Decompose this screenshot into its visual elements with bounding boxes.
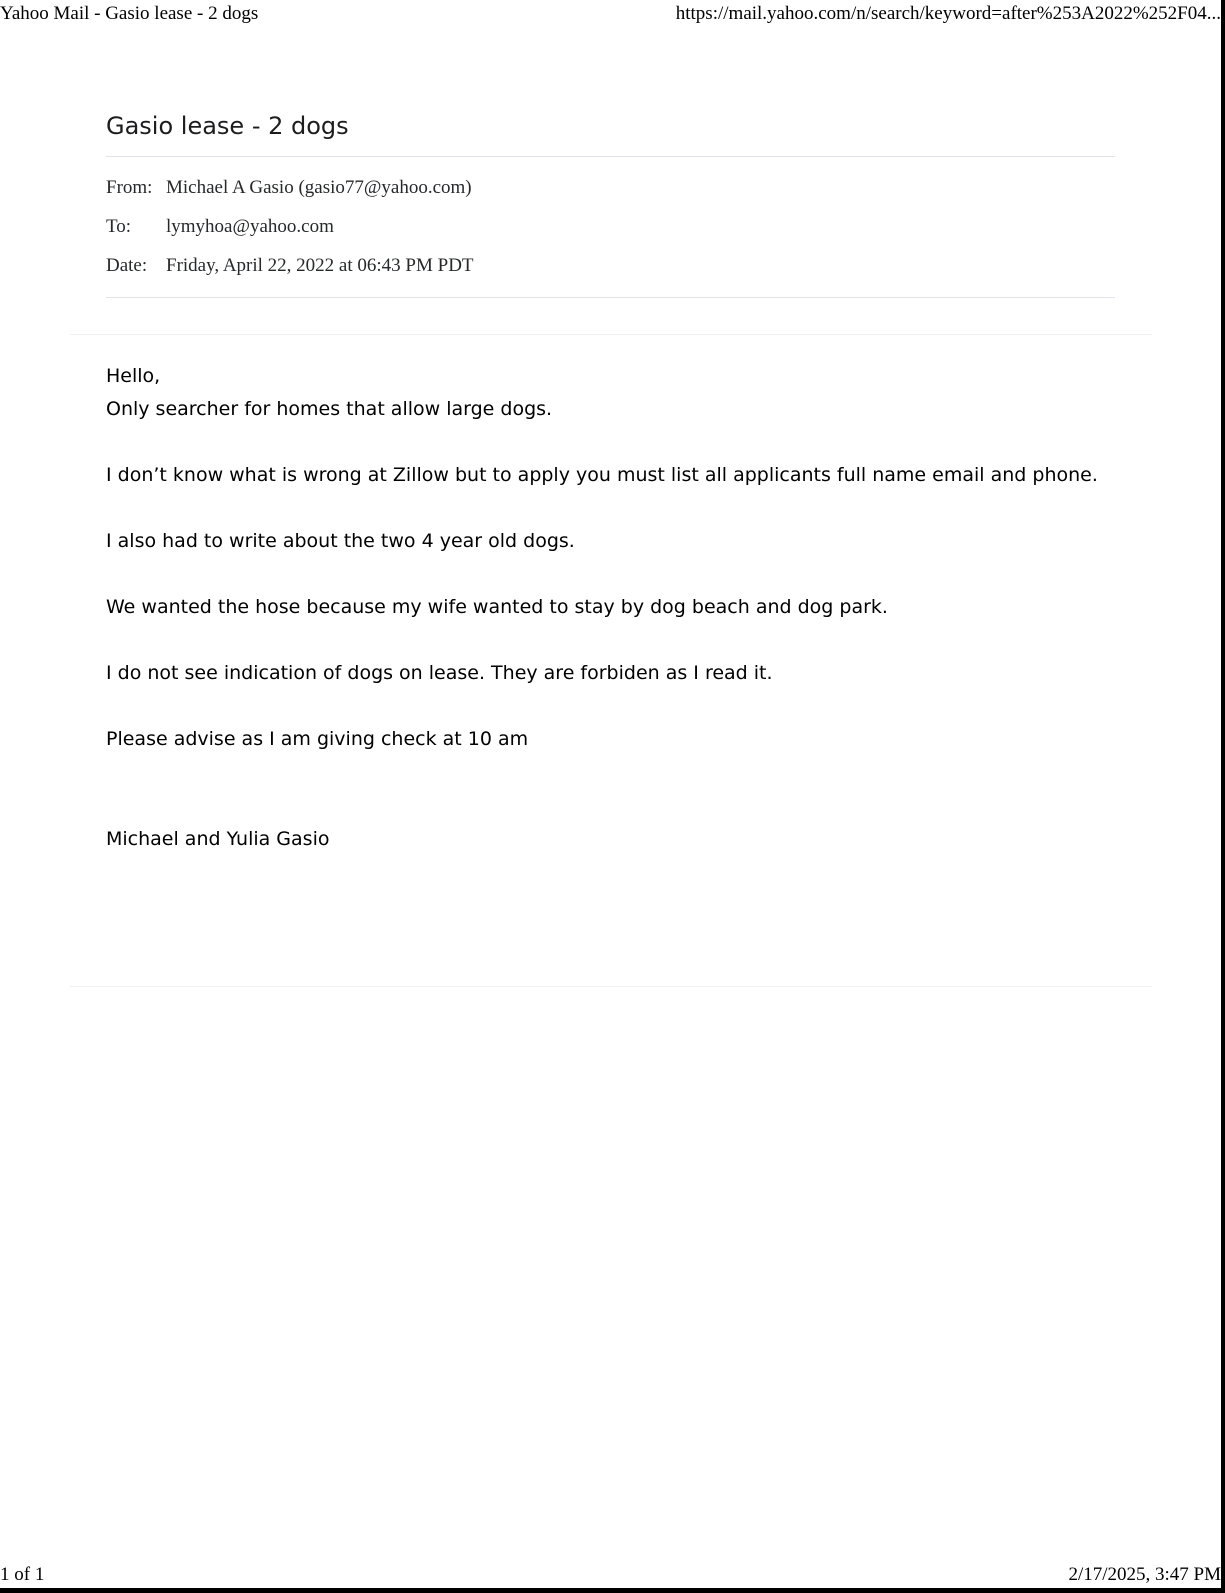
from-value: Michael A Gasio (gasio77@yahoo.com) — [166, 177, 472, 198]
email-body-line: I also had to write about the two 4 year old dogs. — [106, 530, 575, 552]
body-bottom-divider — [70, 986, 1152, 987]
to-row — [106, 215, 334, 239]
to-value: lymyhoa@yahoo.com — [166, 216, 334, 237]
email-body-line: Please advise as I am giving check at 10 am — [106, 728, 529, 750]
email-body-line: Only searcher for homes that allow large dogs. — [106, 398, 553, 420]
email-body-line: I don’t know what is wrong at Zillow but to apply you must list all applicants full name email and phone. — [106, 464, 1098, 486]
print-header-title: Yahoo Mail - Gasio lease - 2 dogs — [0, 3, 259, 24]
subject-divider — [106, 156, 1115, 157]
from-label: From: — [106, 177, 153, 198]
email-body-line: We wanted the hose because my wife wanted to stay by dog beach and dog park. — [106, 596, 888, 618]
body-top-divider — [70, 334, 1152, 335]
from-row — [106, 176, 472, 200]
print-header-url: https://mail.yahoo.com/n/search/keyword=after%253A2022%252F04... — [675, 3, 1221, 24]
to-label: To: — [106, 216, 132, 237]
email-body-line: Hello, — [106, 365, 161, 387]
email-body-line: I do not see indication of dogs on lease. They are forbiden as I read it. — [106, 662, 773, 684]
header-divider — [106, 297, 1115, 298]
print-footer-timestamp: 2/17/2025, 3:47 PM — [1068, 1564, 1221, 1585]
email-signature: Michael and Yulia Gasio — [106, 828, 330, 850]
date-row — [106, 254, 474, 278]
date-value: Friday, April 22, 2022 at 06:43 PM PDT — [166, 255, 474, 276]
email-subject: Gasio lease - 2 dogs — [106, 112, 349, 140]
print-footer-page-count: 1 of 1 — [0, 1564, 45, 1585]
date-label: Date: — [106, 255, 148, 276]
